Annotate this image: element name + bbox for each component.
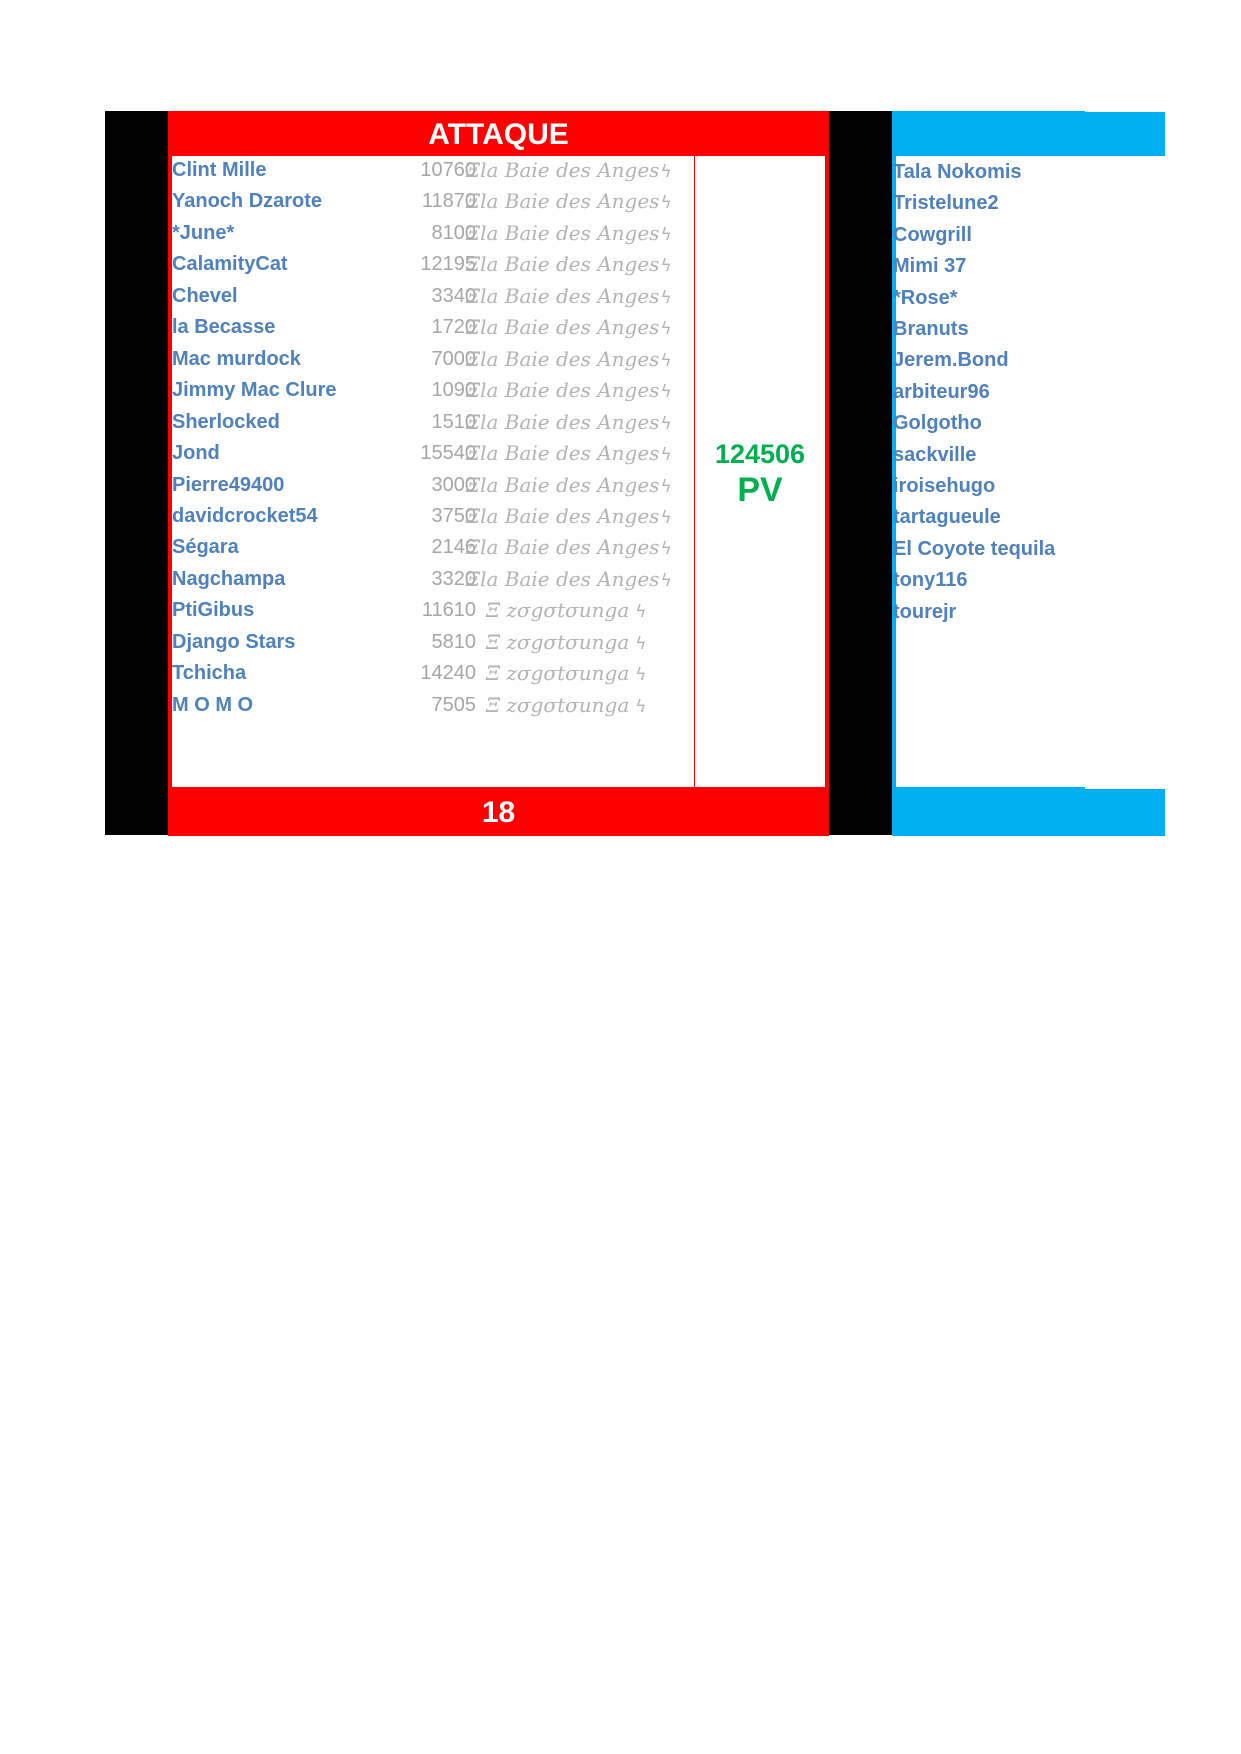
lightning-icon: ϟ [660, 445, 672, 465]
attacker-points: 3340 [431, 285, 476, 307]
defender-name: *Rose* [893, 287, 958, 309]
attacker-points: 3320 [431, 568, 476, 590]
attacker-name: Jimmy Mac Clure [172, 379, 337, 401]
lightning-icon: ϟ [660, 256, 672, 276]
lightning-icon: ϟ [660, 193, 672, 213]
lightning-icon: ϟ [660, 477, 672, 497]
attacker-name: *June* [172, 222, 235, 244]
attack-player-count: 18 [481, 796, 516, 829]
attacker-name: Nagchampa [172, 568, 286, 590]
attacker-points: 2146 [431, 536, 476, 558]
lightning-icon: ϟ [660, 571, 672, 591]
attacker-team-name: Ξ zσgσtσunga [486, 661, 630, 685]
lightning-icon: ϟ [660, 162, 672, 182]
lightning-icon: ϟ [660, 351, 672, 371]
attack-total-unit: PV [737, 471, 783, 509]
attacker-name: PtiGibus [172, 599, 255, 621]
attacker-team-name: Ξla Baie des Anges [466, 535, 660, 559]
attacker-name: Ségara [172, 536, 239, 558]
lightning-icon: ϟ [635, 602, 647, 622]
attack-row [172, 218, 672, 249]
attack-row [172, 658, 672, 689]
attacker-name: Django Stars [172, 631, 296, 653]
attacker-team [486, 658, 646, 691]
attacker-points: 12195 [420, 253, 476, 275]
attack-row [172, 595, 672, 626]
lightning-icon: ϟ [635, 634, 647, 654]
attack-row [172, 375, 672, 406]
attacker-team [466, 564, 672, 597]
attacker-team [486, 690, 646, 723]
defender-name: Tala Nokomis [893, 161, 1022, 183]
attacker-team [466, 532, 672, 565]
attacker-points: 1720 [431, 316, 476, 338]
attacker-team [486, 595, 646, 628]
attack-row [172, 564, 672, 595]
attacker-team [466, 281, 672, 314]
attacker-name: CalamityCat [172, 253, 288, 275]
attacker-points: 7505 [431, 694, 476, 716]
attacker-name: Pierre49400 [172, 474, 285, 496]
attacker-team [466, 501, 672, 534]
attack-panel-title: ATTAQUE [428, 118, 569, 151]
attacker-team [466, 218, 672, 251]
attacker-team-name: Ξla Baie des Anges [466, 221, 660, 245]
defender-name: El Coyote tequila [893, 538, 1056, 560]
attacker-team-name: Ξla Baie des Anges [466, 252, 660, 276]
attacker-name: Jond [172, 442, 220, 464]
attack-row [172, 438, 672, 469]
attacker-team-name: Ξla Baie des Anges [466, 504, 660, 528]
attacker-team-name: Ξla Baie des Anges [466, 473, 660, 497]
defender-name: Mimi 37 [893, 255, 967, 277]
defender-name: iroisehugo [893, 475, 996, 497]
attacker-team-name: Ξla Baie des Anges [466, 378, 660, 402]
attack-row [172, 281, 672, 312]
middle-black-bar [829, 111, 892, 835]
attacker-team-name: Ξla Baie des Anges [466, 347, 660, 371]
attacker-points: 14240 [420, 662, 476, 684]
attacker-points: 1090 [431, 379, 476, 401]
attacker-name: Tchicha [172, 662, 247, 684]
defender-name: tourejr [893, 601, 957, 623]
attacker-team-name: Ξ zσgσtσunga [486, 630, 630, 654]
lightning-icon: ϟ [660, 225, 672, 245]
attack-row [172, 249, 672, 280]
attacker-points: 11870 [421, 190, 476, 212]
defense-panel-cap-top [1085, 112, 1165, 156]
lightning-icon: ϟ [660, 539, 672, 559]
attack-row [172, 186, 672, 217]
attack-row [172, 501, 672, 532]
attacker-team-name: Ξla Baie des Anges [466, 315, 660, 339]
attack-row [172, 407, 672, 438]
attacker-team-name: Ξla Baie des Anges [466, 189, 660, 213]
attacker-team [466, 344, 672, 377]
attacker-name: la Becasse [172, 316, 276, 338]
attack-row [172, 532, 672, 563]
defender-name: Cowgrill [893, 224, 972, 246]
attacker-points: 7000 [431, 348, 476, 370]
attacker-team-name: Ξla Baie des Anges [466, 567, 660, 591]
attacker-name: Sherlocked [172, 411, 280, 433]
attacker-points: 1510 [431, 411, 476, 433]
defender-name: Golgotho [893, 412, 982, 434]
attack-total-value: 124506 [714, 439, 806, 469]
lightning-icon: ϟ [660, 319, 672, 339]
attacker-points: 5810 [431, 631, 476, 653]
attacker-team-name: Ξla Baie des Anges [466, 441, 660, 465]
attacker-team [466, 155, 672, 188]
attacker-team-name: Ξla Baie des Anges [466, 284, 660, 308]
attacker-team [466, 407, 672, 440]
attacker-points: 10760 [420, 159, 476, 181]
defender-name: sackville [893, 444, 977, 466]
attacker-team [466, 470, 672, 503]
attacker-name: davidcrocket54 [172, 505, 318, 527]
defender-name: tony116 [893, 569, 968, 591]
attacker-team [466, 186, 672, 219]
attacker-team [486, 627, 646, 660]
attacker-name: Mac murdock [172, 348, 301, 370]
attacker-points: 15540 [420, 442, 476, 464]
attacker-team [466, 375, 672, 408]
attacker-team-name: Ξ zσgσtσunga [486, 598, 630, 622]
attacker-points: 8100 [431, 222, 476, 244]
lightning-icon: ϟ [635, 665, 647, 685]
lightning-icon: ϟ [660, 414, 672, 434]
defender-name: Tristelune2 [893, 192, 999, 214]
lightning-icon: ϟ [660, 382, 672, 402]
attack-row [172, 344, 672, 375]
lightning-icon: ϟ [635, 697, 647, 717]
attacker-name: Yanoch Dzarote [172, 190, 323, 212]
attacker-team [466, 249, 672, 282]
attacker-team-name: Ξ zσgσtσunga [486, 693, 630, 717]
lightning-icon: ϟ [660, 288, 672, 308]
attacker-team-name: Ξla Baie des Anges [466, 158, 660, 182]
attacker-name: Chevel [172, 285, 238, 307]
attack-row [172, 470, 672, 501]
left-black-bar [105, 111, 168, 835]
attacker-name: M O M O [172, 694, 254, 716]
attacker-points: 3000 [431, 474, 476, 496]
defender-name: Branuts [893, 318, 969, 340]
attacker-points: 3750 [431, 505, 476, 527]
attacker-team [466, 312, 672, 345]
defender-name: arbiteur96 [893, 381, 990, 403]
defender-name: tartagueule [893, 506, 1001, 528]
defender-name: Jerem.Bond [893, 349, 1009, 371]
attack-row [172, 312, 672, 343]
attack-row [172, 627, 672, 658]
attacker-team-name: Ξla Baie des Anges [466, 410, 660, 434]
lightning-icon: ϟ [660, 508, 672, 528]
attacker-name: Clint Mille [172, 159, 267, 181]
attack-row [172, 155, 672, 186]
attacker-points: 11610 [421, 599, 476, 621]
attacker-team [466, 438, 672, 471]
attack-row [172, 690, 672, 721]
defense-panel-cap-bottom [1085, 789, 1165, 836]
